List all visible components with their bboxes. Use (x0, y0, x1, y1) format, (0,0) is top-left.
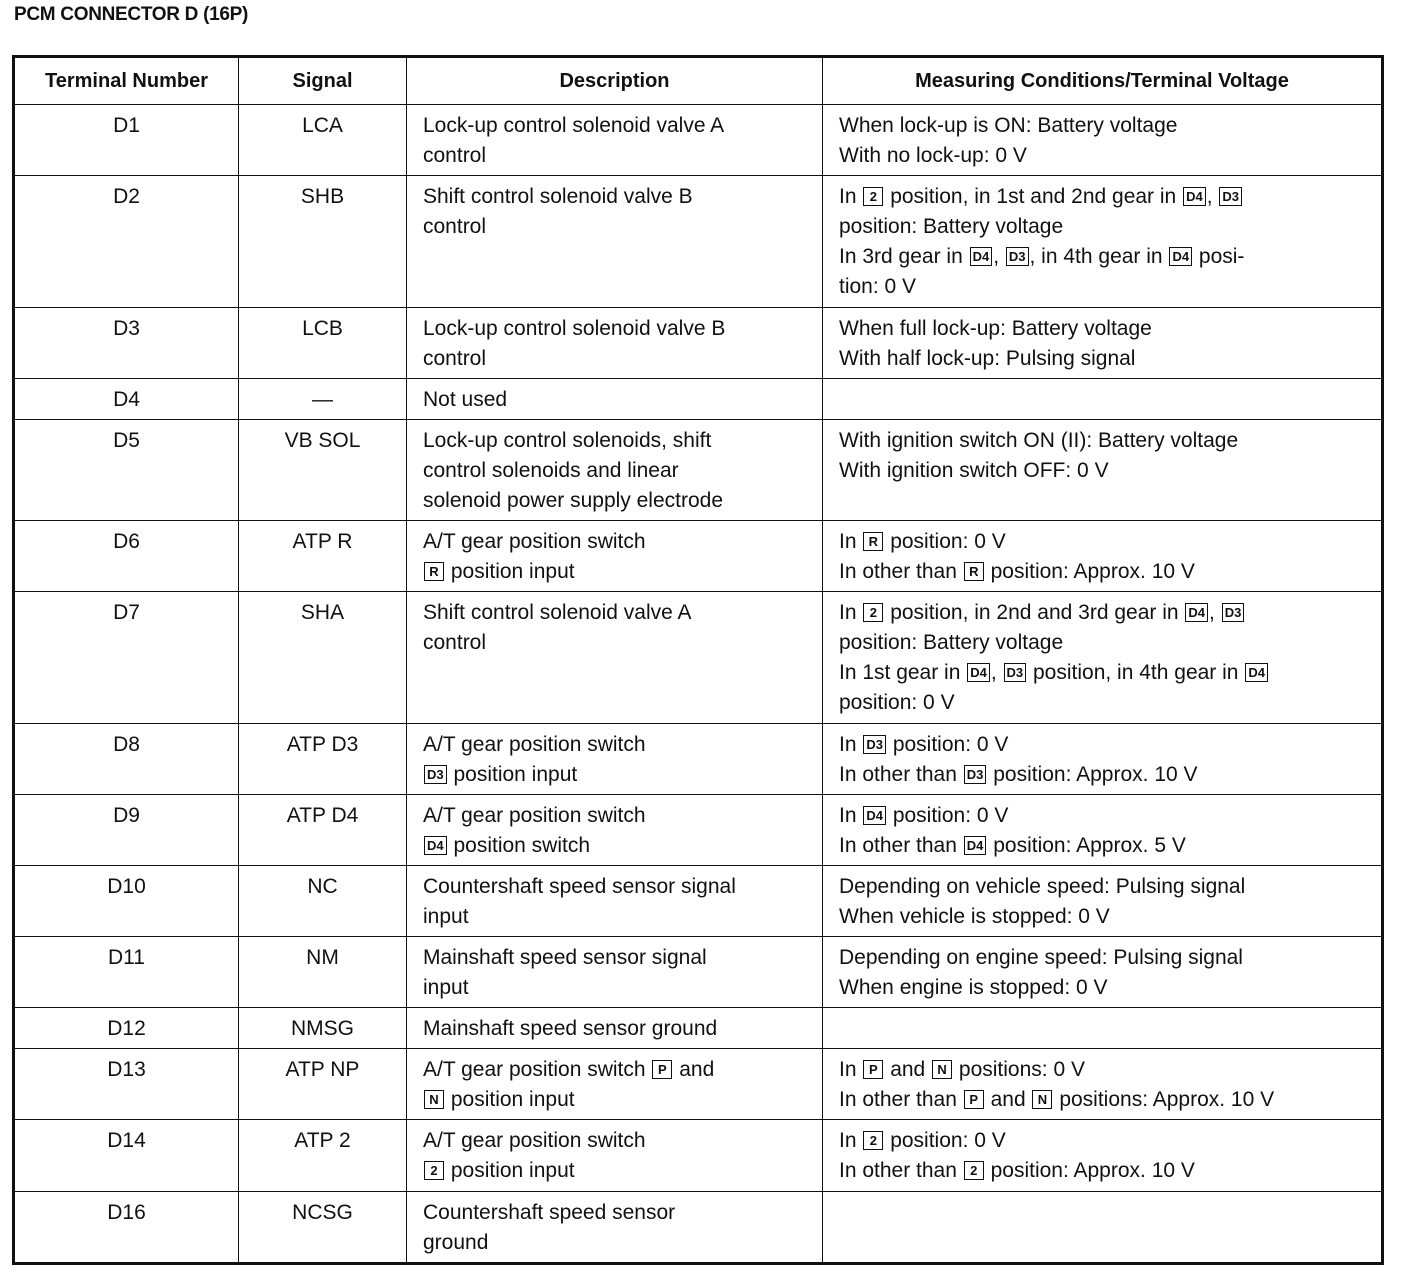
terminal-number-cell: D1 (15, 105, 239, 176)
measuring-line: When vehicle is stopped: 0 V (839, 904, 1110, 928)
description-cell (407, 794, 823, 865)
measuring-line: In other than 2 position: Approx. 10 V (839, 1159, 1195, 1183)
measuring-conditions-cell (823, 1120, 1382, 1191)
measuring-line: In 2 position: 0 V (839, 1129, 1006, 1153)
measuring-line: In 2 position, in 1st and 2nd gear in D4 , D3 (839, 182, 1371, 212)
signal-cell: ATP D3 (239, 723, 407, 794)
description-line: R position input (423, 557, 812, 587)
signal-cell: ATP 2 (239, 1120, 407, 1191)
description-cell (407, 723, 823, 794)
position-symbol-box: D3 (964, 765, 987, 784)
table-header-row (15, 58, 1382, 105)
description-cell (407, 419, 823, 520)
table-row (15, 307, 1382, 378)
position-symbol-box: 2 (863, 1131, 883, 1150)
measuring-line: In 1st gear in D4 , D3 position, in 4th gear in D4 (839, 658, 1371, 688)
description-line: control (423, 631, 487, 655)
terminal-number-cell: D9 (15, 794, 239, 865)
position-symbol-box: P (652, 1060, 672, 1079)
table-row (15, 937, 1382, 1008)
measuring-conditions-cell (823, 794, 1382, 865)
description-line: control (423, 346, 487, 370)
terminal-number-cell: D3 (15, 307, 239, 378)
measuring-line: When full lock-up: Battery voltage (839, 316, 1152, 340)
measuring-conditions-cell (823, 419, 1382, 520)
description-cell (407, 1049, 823, 1120)
signal-cell: NCSG (239, 1191, 407, 1262)
position-symbol-box: D4 (863, 806, 886, 825)
page-title: PCM CONNECTOR D (16P) (14, 4, 249, 25)
measuring-line: With no lock-up: 0 V (839, 144, 1027, 167)
description-cell (407, 592, 823, 723)
measuring-line: Depending on engine speed: Pulsing signal (839, 946, 1243, 970)
position-symbol-box: D3 (1222, 603, 1245, 622)
position-symbol-box: D3 (1219, 187, 1242, 206)
terminal-number-cell: D7 (15, 592, 239, 723)
terminal-number-cell: D13 (15, 1049, 239, 1120)
position-symbol-box: D3 (1004, 663, 1027, 682)
description-line: input (423, 904, 469, 928)
description-line: Countershaft speed sensor (423, 1200, 676, 1224)
measuring-line: In other than R position: Approx. 10 V (839, 560, 1195, 584)
description-line: Mainshaft speed sensor ground (423, 1017, 718, 1041)
signal-cell: VB SOL (239, 419, 407, 520)
pcm-connector-table (14, 57, 1382, 1263)
table-row (15, 378, 1382, 419)
measuring-conditions-cell (823, 307, 1382, 378)
signal-cell: NC (239, 865, 407, 936)
terminal-number-cell: D6 (15, 521, 239, 592)
measuring-line: In D3 position: 0 V (839, 732, 1009, 756)
terminal-number-cell: D14 (15, 1120, 239, 1191)
measuring-conditions-cell (823, 937, 1382, 1008)
description-cell (407, 1191, 823, 1262)
description-line: N position input (423, 1085, 812, 1115)
description-line: A/T gear position switch P and (423, 1058, 715, 1082)
description-cell (407, 176, 823, 307)
signal-cell: ATP D4 (239, 794, 407, 865)
description-line: control (423, 215, 487, 239)
description-line: input (423, 976, 469, 1000)
position-symbol-box: D4 (964, 836, 987, 855)
description-line: control (423, 144, 487, 167)
measuring-line: In D4 position: 0 V (839, 803, 1009, 827)
position-symbol-box: R (964, 562, 984, 581)
description-line: A/T gear position switch (423, 732, 646, 756)
position-symbol-box: D4 (1245, 663, 1268, 682)
position-symbol-box: D4 (1169, 247, 1192, 266)
measuring-conditions-cell (823, 865, 1382, 936)
table-row (15, 1008, 1382, 1049)
description-line: Mainshaft speed sensor signal (423, 946, 707, 970)
measuring-line: In other than D4 position: Approx. 5 V (839, 833, 1186, 857)
table-row (15, 865, 1382, 936)
position-symbol-box: D4 (970, 247, 993, 266)
terminal-number-cell: D5 (15, 419, 239, 520)
measuring-conditions-cell (823, 1008, 1382, 1049)
signal-cell: — (239, 378, 407, 419)
position-symbol-box: 2 (863, 187, 883, 206)
signal-cell: LCB (239, 307, 407, 378)
table-row (15, 419, 1382, 520)
description-line: Lock-up control solenoids, shift (423, 428, 712, 452)
position-symbol-box: R (424, 562, 444, 581)
signal-cell: NMSG (239, 1008, 407, 1049)
signal-cell: NM (239, 937, 407, 1008)
measuring-line: In 2 position, in 2nd and 3rd gear in D4 , D3 (839, 598, 1371, 628)
description-cell (407, 521, 823, 592)
position-symbol-box: N (932, 1060, 952, 1079)
description-line: Lock-up control solenoid valve A (423, 114, 725, 137)
table-body (15, 105, 1382, 1263)
measuring-conditions-cell (823, 723, 1382, 794)
measuring-line: With ignition switch OFF: 0 V (839, 458, 1109, 482)
pcm-connector-table-wrap (12, 55, 1384, 1265)
terminal-number-cell: D12 (15, 1008, 239, 1049)
terminal-number-cell: D10 (15, 865, 239, 936)
measuring-line: In other than D3 position: Approx. 10 V (839, 762, 1198, 786)
description-cell (407, 865, 823, 936)
measuring-conditions-cell (823, 176, 1382, 307)
description-line: A/T gear position switch (423, 1129, 646, 1153)
position-symbol-box: 2 (964, 1161, 984, 1180)
measuring-line: position: 0 V (839, 691, 955, 715)
position-symbol-box: D3 (863, 735, 886, 754)
signal-cell: SHB (239, 176, 407, 307)
measuring-conditions-cell (823, 378, 1382, 419)
measuring-line: When lock-up is ON: Battery voltage (839, 114, 1178, 137)
measuring-line: When engine is stopped: 0 V (839, 976, 1108, 1000)
description-cell (407, 105, 823, 176)
position-symbol-box: 2 (424, 1161, 444, 1180)
position-symbol-box: D4 (967, 663, 990, 682)
measuring-conditions-cell (823, 1049, 1382, 1120)
table-row (15, 105, 1382, 176)
table-row (15, 1191, 1382, 1262)
description-line: control solenoids and linear (423, 458, 679, 482)
position-symbol-box: D4 (424, 836, 447, 855)
position-symbol-box: D4 (1183, 187, 1206, 206)
signal-cell: ATP R (239, 521, 407, 592)
description-cell (407, 937, 823, 1008)
table-row (15, 592, 1382, 723)
measuring-line: With ignition switch ON (II): Battery voltage (839, 428, 1239, 452)
measuring-conditions-cell (823, 1191, 1382, 1262)
header-description: Description (407, 58, 823, 105)
measuring-line: tion: 0 V (839, 275, 917, 299)
description-line: A/T gear position switch (423, 530, 646, 554)
measuring-line: With half lock-up: Pulsing signal (839, 346, 1136, 370)
position-symbol-box: D4 (1185, 603, 1208, 622)
description-cell (407, 1008, 823, 1049)
terminal-number-cell: D8 (15, 723, 239, 794)
table-row (15, 1120, 1382, 1191)
measuring-line: In P and N positions: 0 V (839, 1058, 1085, 1082)
measuring-line: In other than P and N positions: Approx. 10 V (839, 1088, 1275, 1112)
measuring-conditions-cell (823, 105, 1382, 176)
position-symbol-box: D3 (1006, 247, 1029, 266)
table-row (15, 723, 1382, 794)
measuring-conditions-cell (823, 521, 1382, 592)
description-line: solenoid power supply electrode (423, 488, 724, 512)
position-symbol-box: N (1032, 1090, 1052, 1109)
description-line: ground (423, 1230, 489, 1254)
description-line: D4 position switch (423, 831, 812, 861)
description-line: D3 position input (423, 760, 812, 790)
measuring-conditions-cell (823, 592, 1382, 723)
measuring-line: In 3rd gear in D4 , D3 , in 4th gear in D4 posi- (839, 245, 1245, 269)
header-measuring-conditions: Measuring Conditions/Terminal Voltage (823, 58, 1382, 105)
description-cell (407, 1120, 823, 1191)
terminal-number-cell: D11 (15, 937, 239, 1008)
signal-cell: SHA (239, 592, 407, 723)
description-line: 2 position input (423, 1156, 812, 1186)
position-symbol-box: P (964, 1090, 984, 1109)
position-symbol-box: 2 (863, 603, 883, 622)
terminal-number-cell: D2 (15, 176, 239, 307)
description-line: Shift control solenoid valve B (423, 185, 693, 209)
signal-cell: LCA (239, 105, 407, 176)
measuring-line: position: Battery voltage (839, 215, 1064, 239)
header-signal: Signal (239, 58, 407, 105)
position-symbol-box: D3 (424, 765, 447, 784)
signal-cell: ATP NP (239, 1049, 407, 1120)
position-symbol-box: N (424, 1090, 444, 1109)
description-line: A/T gear position switch (423, 803, 646, 827)
header-terminal-number: Terminal Number (15, 58, 239, 105)
position-symbol-box: R (863, 532, 883, 551)
description-line: Countershaft speed sensor signal (423, 874, 736, 898)
table-row (15, 521, 1382, 592)
description-line: Shift control solenoid valve A (423, 601, 692, 625)
table-row (15, 176, 1382, 307)
description-line: Lock-up control solenoid valve B (423, 316, 726, 340)
measuring-line: Depending on vehicle speed: Pulsing signal (839, 874, 1246, 898)
description-cell (407, 307, 823, 378)
terminal-number-cell: D4 (15, 378, 239, 419)
description-line: Not used (423, 387, 508, 411)
measuring-line: position: Battery voltage (839, 631, 1064, 655)
description-cell (407, 378, 823, 419)
position-symbol-box: P (863, 1060, 883, 1079)
terminal-number-cell: D16 (15, 1191, 239, 1262)
table-row (15, 1049, 1382, 1120)
measuring-line: In R position: 0 V (839, 530, 1006, 554)
table-row (15, 794, 1382, 865)
